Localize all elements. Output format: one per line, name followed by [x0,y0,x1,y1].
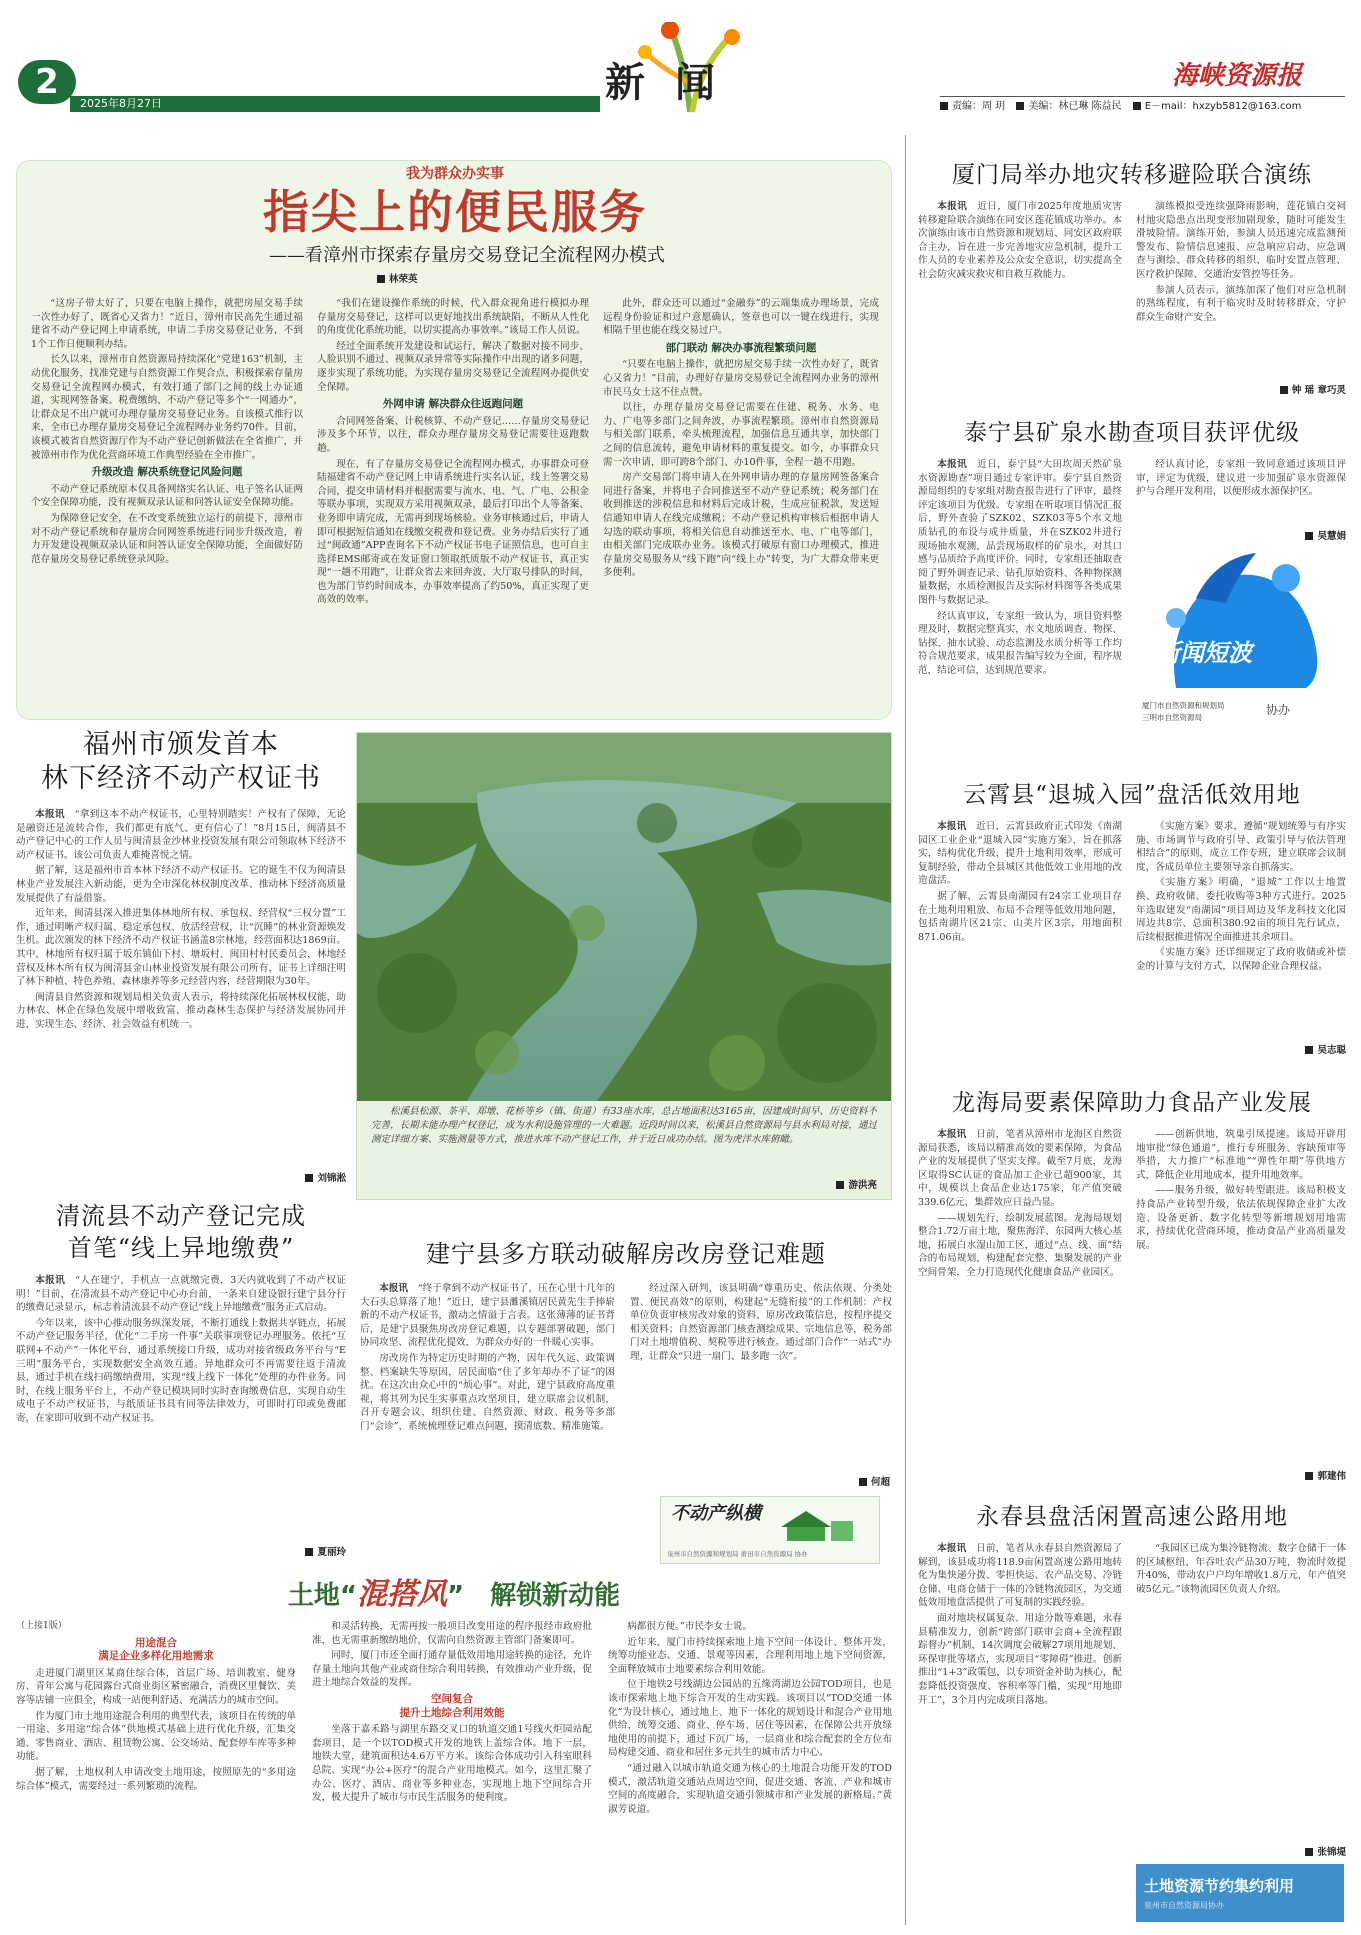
paragraph: 走进厦门湖里区某商住综合体，首层广场、培训教室、健身房、青年公寓与花园露台式商业街区紧密融合，消费区里餐饮、美容等店铺一应俱全，构成一站便利舒适、充满活力的城市空间。 [16,1667,296,1706]
jianning-col1 [360,1282,615,1562]
paragraph: 日前，笔者从永春县自然资源局了解到，该县成功将118.9亩闲置高速公路用地转化为集快递分拨、零担快运、农产品交易、冷链仓储、电商仓储于一体的冷链物流园区，为交通低效用地盘活提供了可复制的实践经验。 [918,1543,1122,1609]
paragraph: 位于地铁2号线湖边公园站的五缘湾湖边公园TOD项目，也是该市探索地上地下综合开发的生动实践。该项目以“TOD交通一体化”为设计核心，通过地上、地下一体化的规划设计和混合产业用地供给，统筹交通、商业、停车场、居住等因素，在保障公共开放绿地使用的前提下，通过下沉广场，一层商业和综合配套的全方位布局构建交通、商业和居住多元共生的城市活力中心。 [608,1679,892,1759]
paragraph: 病都很方便。”市民李女士说。 [627,1621,753,1632]
land-col3 [608,1620,892,1926]
header-rule [940,96,1345,97]
qingliu-title-1: 清流县不动产登记完成 [56,1202,306,1230]
sprout-icon [1136,548,1346,698]
qingliu-author [16,1544,346,1558]
paragraph: 面对地块权属复杂、用途分散等难题，永春县精准发力，创新“跨部门联审会商+全流程跟踪督办”机制，14次调度会破解27项用地规划、环保审批等堵点，实现项目“零障碍”推进。创新推出“1+3”政策包，以专项资金补助为核心，配套降低投资强度、容积率等门槛，实现“用地即开工”，3个月内完成项目落地。 [918,1612,1122,1706]
land-title [16,1578,892,1613]
yunxiao-title: 云霄县“退城入园”盘活低效用地 [963,782,1301,808]
dateline: 本报讯 [35,1275,66,1286]
yongchun-article [918,1502,1346,1927]
fuzhou-author-name: 刘锦淞 [317,1173,346,1184]
photo-block [356,732,892,1200]
header [0,0,1361,128]
bullet-icon [836,1181,844,1189]
xiamen-title: 厦门局举办地灾转移避险联合演练 [952,162,1312,188]
bullet-icon [940,102,948,110]
paragraph: 以往，办理存量房交易登记需要在住建、税务、水务、电力、广电等多部门之间奔波，办事流程繁琐。漳州市自然资源局与相关部门联系，牵头梳理流程，加强信息互通共享，加快部门之间的信息流转，避免申请材料的重复提交。如今，办事群众只需一次申请，即可跨8个部门、办10件事，全程一趟不用跑。 [603,402,879,468]
qingliu-article [16,1200,346,1560]
bullet-icon [1305,1848,1313,1856]
longhai-col1 [918,1128,1122,1482]
jianning-author [780,1474,890,1488]
subheading: 用途混合 [135,1636,177,1649]
fuzhou-body [16,808,346,1170]
yunxiao-col1 [918,820,1122,1056]
jianning-author-name: 何超 [870,1477,890,1488]
bullet-icon [377,275,385,283]
dateline: 本报讯 [937,201,968,212]
paragraph: 不动产登记系统原本仅具备网络实名认证、电子签名认证两个安全保障功能，没有视频双录认证和问答认证安全保障功能。 [31,483,303,509]
bullet-icon [305,1174,313,1182]
taining-author-name: 吴慧娟 [1317,531,1346,542]
paragraph: “我们在建设操作系统的时候，代入群众视角进行模拟办理存量房交易登记，这样可以更好地找出系统缺陷，不断从人性化的角度优化系统功能，以切实提高办事效率。”该局工作人员说。 [317,298,589,337]
paragraph: 《实施方案》还详细规定了政府收储或补偿金的计算与支付方式，以保障企业合理权益。 [1136,947,1346,972]
paragraph: 近年来，闽清县深入推进集体林地所有权、承包权、经营权“三权分置”工作，通过明晰产权归属、稳定承包权、放活经营权，让“沉睡”的林业资源焕发生机。此次颁发的林下经济不动产权证书涵盖8宗林地，经营面积达1869亩。其中，林地所有权归属于坂东镇仙下村、塘坂村、闽田村村民委员会，林地经营权及林木所有权为闽清县金山林业投资发展有限公司所有，证书上详细注明了林下种植、特色养殖、森林康养等多元经营内容，经营期限为30年。 [16,908,346,988]
paragraph: 近日，云霄县政府正式印发《南湖园区工业企业“退城入园”实施方案》，旨在抓落实，结构优化升级，提升土地利用效率，形成可复制经验，带动全县城区其他低效工业用地的改造盘活。 [918,821,1122,887]
yongchun-author [1236,1844,1346,1858]
jianning-col2 [630,1282,892,1472]
lead-author [377,271,477,285]
dateline: 本报讯 [937,1129,967,1140]
bullet-icon [859,1478,867,1486]
jianning-title: 建宁县多方联动破解房改房登记难题 [426,1240,826,1268]
qingliu-author-name: 夏丽玲 [317,1547,346,1558]
bullet-icon [1305,1472,1313,1480]
paragraph: 据了解，这是福州市首本林下经济不动产权证书。它的诞生不仅为闽清县林业产业发展注入新动能，更为全市深化林权制度改革、推动林下经济高质量发展提供了有益借鉴。 [16,865,346,904]
paragraph: 房改房作为特定历史时期的产物，因年代久远、政策调整、档案缺失等原因，居民面临“住了多年却办不了证”的困扰。在这次由众心中的“烦心事”。对此，建宁县政府高度重视，将其列为民生实事重点攻坚项目，建立联席会议机制，召开专题会议，组织住建、自然资源、财政、税务等多部门“会诊”，系统梳理登记难点问题，摸清底数、精准施策。 [360,1352,615,1432]
paragraph: 经认真审议，专家组一致认为，项目资料整理及时，数据完整真实，水文地质调查、物探、钻探、抽水试验、动态监测及水质分析等工作均符合规范要求，成果报告编写较为全面，程序规范，结论可信，达到规范要求。 [918,610,1122,676]
section-title: 新闻 [605,59,745,106]
yongchun-title: 永春县盘活闲置高速公路用地 [976,1504,1288,1530]
paragraph: 经过全面系统开发建设和试运行，解决了数据对接不同步、人脸识别不通过、视频双录异常等实际操作中出现的诸多问题，逐步实现了系统功能，为实现存量房交易登记全流程网办提供安全保障。 [317,340,589,393]
paragraph: 现在，有了存量房交易登记全流程网办模式，办事群众可登陆福建省不动产登记网上申请系统进行实名认证，线上签署交易合同，提交申请材料并根据需要与流水、电、气、广电、公积金等联办事项，实现双方采用视频双录，最后打印出个人等备案、业务即申请完成，无需再到现场核验。业务审核通过后，申请人即可根据短信通知在线缴交税费和登记费。业务办结后实行了通过“闽政通”APP查询名下不动产权证书电子证照信息，也可自主选择EMS邮寄或在发证窗口领取纸质版不动产权证书，真正实现“一趟不用跑”，让群众省去来回奔波、大厅取号排队的时间，也为部门节约时间成本，办事效率提高了约50%，真正实现了更高效的效率。 [317,458,589,606]
paragraph: 闽清县自然资源和规划局相关负责人表示，将持续深化拓展林权权能，助力林农、林企在绿色发展中增收致富，推动森林生态保护与经济发展协同并进，实现生态、经济、社会效益有机统一。 [16,991,346,1030]
subheading: 升级改造 解决系统登记风险问题 [91,466,243,479]
caption-text: 松溪县松源、茶平、郑墩、花桥等乡（镇、街道）有33座水库，总占地面积达3165亩，因建成时间早、历史资料不完善，长期未能办理产权登记，成为水利设施管理的一大难题。近段时间以来，松溪县自然资源局与县水利局对接，通过测定详细方案、实施测量等方式，推进水库不动产登记工作，并于近日成功办结。图为虎洋水库俯瞰。 [371,1106,877,1145]
house-icon [771,1505,861,1545]
page-number-badge: 2 [18,60,76,104]
yongchun-col1 [918,1542,1122,1926]
property-logo-block [660,1496,880,1564]
paragraph: 长久以来，漳州市自然资源局持续深化“党建163”机制，主动优化服务，找准党建与自然资源工作契合点，积极探索存量房交易登记全流程网办模式，有效打通了部门之间的线上办证通道，实现网签备案、税费缴纳、不动产登记等多个“一网通办”，让群众足不出户就可办理存量房交易登记业务。自该模式推行以来，全市已办理存量房交易登记全流程网办业务约70件。目前，该模式被省自然资源厅作为不动产登记创新做法在全省推广，并被漳州市作为优化营商环境工作典型经验在全市推广。 [31,354,303,461]
xiamen-author [1178,382,1346,396]
ad-org-1: 厦门市自然资源和规划局 [1142,701,1225,710]
paragraph: 作为厦门市土地用途混合利用的典型代表，该项目在传统的单一用途、多用途“综合体”供地模式基础上进行优化升级，汇集交通、零售商业、酒店、租赁物公寓、公交场站、配套停车库等多种功能。 [16,1710,296,1763]
land-title-part: 土地“ [287,1581,357,1611]
xiamen-article [918,160,1346,410]
paragraph: 为保障登记安全，在不改变系统独立运行的前提下，漳州市对不动产登记系统和存量房合同网签系统进行同步升级改造，着力开发建设视频双录认证和问答认证安全保障功能，全面做好防范存量房交易登记系统登录风险。 [31,512,303,565]
lead-article [16,160,892,720]
paragraph: 同时，厦门市还全面打通存量低效用地用途转换的途径，允许存量土地向其他产业或商住综合利用转换，有效推动产业升级，促进土地综合效益的发挥。 [312,1650,592,1689]
fuzhou-title-2: 林下经济不动产权证书 [41,763,321,794]
paragraph: “我园区已成为集冷链物流、数字仓储于一体的区域枢纽，年吞吐农产品30万吨，物流时效提升40%，带动农户户均年增收1.8万元，年产值突破5亿元。”该物流园区负责人介绍。 [1136,1543,1346,1595]
lead-subtitle: ——看漳州市探索存量房交易登记全流程网办模式 [269,245,665,266]
staff-line [940,100,1345,114]
paragraph: 和灵活转换，无需再按一般项目改变用途的程序报经市政府批准，也无需重新缴纳地价，仅需向自然资源主管部门备案即可。 [312,1621,592,1646]
bullet-icon [1305,532,1313,540]
qingliu-body [16,1274,346,1544]
subheading: 空间复合 [431,1692,473,1705]
dateline: 本报讯 [937,459,968,470]
yunxiao-col2 [1136,820,1346,1040]
bullet-icon [1016,102,1024,110]
dateline: 本报讯 [937,821,967,832]
lead-col1 [31,297,303,709]
longhai-col2 [1136,1128,1346,1464]
land-col2 [312,1620,592,1926]
yunxiao-author-name: 吴志聪 [1317,1045,1346,1056]
taining-author [1236,528,1346,542]
continued-note: （上接1版） [16,1621,67,1631]
paragraph: 近日，泰宁县“大田坎周天然矿泉水资源勘查”项目通过专家评审。泰宁县自然资源局组织的专家组对勘查报告进行了评审，最终评定该项目为优级。专家组在听取项目情况汇报后，野外查验了SZK02、SZK03等5个水文地质钻孔的布设与成井质量，并在SZK02井进行现场抽水观测，品尝现场取样的矿泉水，对其口感与品质给予高度评价。同时，专家组还抽取查阅了野外调查记录、钻孔原始资料、各种物探测量数据，水质检测报告及实际材料图等各类成果图件与数据记录。 [918,459,1122,606]
ad-tag: 协办 [1266,703,1291,717]
photo-author [757,1177,877,1191]
subheading: 提升土地综合利用效能 [399,1706,505,1719]
paragraph: 经过深入研判，该县明确“尊重历史、依法依规、分类处置、便民高效”的原则，构建起“无缝衔接”的工作机制：产权单位负责审核房改对象的资料、原房改政策信息，按程序提交相关资料；自然资源部门核查测绘成果、宗地信息等，税务部门对土地增值税、契税等进行核查。通过部门合作“一站式”办理，让群众“只进一扇门、最多跑一次”。 [630,1283,892,1362]
paragraph: ——创新供地，筑巢引凤提速。该局开辟用地审批“绿色通道”，推行专班服务、容缺预审等举措，大力推广“标准地”“弹性年期”等供地方式，降低企业用地成本，提升用地效率。 [1136,1129,1346,1181]
paragraph: 演练模拟受连续强降雨影响，莲花镇白交祠村地灾隐患点出现变形加剧现象，随时可能发生滑坡险情。演练开始，参演人员迅速完成监测预警发布、险情信息速报、应急响应启动、应急调查与测绘、群众转移的组织、临时安置点管理、医疗救护保障、交通治安管控等任务。 [1136,201,1346,280]
logo-org: 泉州市自然资源和规划局 莆田市自然资源局 协办 [667,1550,808,1558]
paragraph: 近日，厦门市2025年度地质灾害转移避险联合演练在同安区莲花镇成功举办。本次演练由该市自然资源和规划局、同安区政府联合主办，旨在进一步完善地灾应急机制，提升工作人员的专业素养及公众安全意识，切实提高全社会防灾减灾救灾和自救互救能力。 [918,201,1122,280]
lead-author-name: 林荣英 [389,274,418,285]
land-title-part: ” 解锁新动能 [447,1581,621,1611]
longhai-author [1236,1468,1346,1482]
yongchun-author-name: 张锦堤 [1317,1847,1346,1858]
longhai-title: 龙海局要素保障助力食品产业发展 [952,1090,1312,1116]
fuzhou-title-1: 福州市颁发首本 [83,729,279,760]
bullet-icon [1305,1046,1313,1054]
bullet-icon [1133,102,1141,110]
lead-kicker: 我为群众办实事 [406,166,504,182]
lead-col3 [603,297,879,709]
paragraph: 近年来，厦门市持续探索地上地下空间一体设计、整体开发，统筹功能业态、交通、景观等因素，合理利用地上地下空间资源，全面释放城市土地要素综合利用效能。 [608,1636,892,1675]
paragraph: “通过融入以城市轨道交通为核心的土地混合功能开发的TOD模式，激活轨道交通站点周边空间，促进交通、客流、产业和城市空间的高度融合，实现轨道交通引领城市和产业发展的新格局。”黄淑芳说道。 [608,1762,892,1815]
paragraph: “这房子带太好了，只要在电脑上操作，就把房屋交易手续一次性办好了，既省心又省力！”近日，漳州市民高先生通过福建省不动产登记网上申请系统，申请二手房交易登记业务，不到1个工作日便顺利办结。 [31,298,303,350]
dateline: 本报讯 [379,1283,409,1294]
xiamen-col2 [1136,200,1346,378]
photo-author-name: 游洪亮 [848,1180,877,1191]
paragraph: 房产交易部门将申请人在外网申请办理的存量房网签备案合同进行备案，并将电子合同推送至不动产登记系统；税务部门在收到推送的涉税信息和材料后完成计税，生成应征税款，发送短信通知申请人在线完成缴税；不动产登记机构审核后根据申请人勾选的联动事项，将相关信息自动推送至水、电、广电等部门，由相关部门完成联办业务。该模式打破原有窗口办理模式，推进存量房交易服务从“线下跑”向“线上办”转变，为广大群众带来更多便利。 [603,472,879,579]
paragraph: “人在建宁，手机点一点就缴完费，3天内就收到了不动产权证明！”目前，在清流县不动产登记中心办台前，一条来自建设银行建宁县分行的缴费记录显示，标志着清流县不动产登记“线上异地缴费”服务正式启动。 [16,1275,346,1314]
editor: 责编：周 玥 [952,101,1006,112]
small-ad-text: 土地资源节约集约利用 [1144,1877,1295,1895]
small-ad [1136,1864,1344,1922]
issue-date: 2025年8月27日 [80,97,162,110]
paragraph: “拿到这本不动产权证书，心里特别踏实！产权有了保障，无论是融资还是流转合作，我们都更有底气、更有信心了！”8月15日，闽清县不动产登记中心的工作人员与闽清县金沙林业投资发展有限公司领取林下经济不动产权证书。该公司负责人难掩喜悦之情。 [16,809,346,861]
yongchun-col2 [1136,1542,1346,1840]
reservoir-aerial-photo [357,733,891,1101]
yunxiao-author [1236,1042,1346,1056]
paragraph: 经认真讨论，专家组一致同意通过该项目评审，评定为优级，建议进一步加强矿泉水资源保护与合理开发利用，以便形成水源保护区。 [1136,459,1346,498]
ad-title: 新闻短波 [1156,639,1252,667]
designer: 美编：林已琳 陈益民 [1028,101,1122,112]
paragraph: ——服务升级，做好转型跟进。该局积极支持食品产业转型升级，依法依规保障企业扩大改造、设备更新、数字化转型等新增规划用地需求，持续优化营商环境，推动食品产业高质量发展。 [1136,1185,1346,1251]
small-ad-org: 泉州市自然资源局协办 [1144,1901,1224,1910]
subheading: 部门联动 解决办事流程繁琐问题 [665,341,817,354]
logo-title: 不动产纵横 [671,1503,761,1524]
fuzhou-author [16,1170,346,1184]
news-brief-ad [1136,548,1346,768]
paragraph: 据了解，云霄县南湖园有24宗工业项目存在土地利用粗放、布局不合理等低效用地问题，包括南湖片区21宗、山美片区3宗，用地面积871.06亩。 [918,890,1122,943]
photo-caption [371,1105,877,1175]
jianning-article [360,1238,892,1568]
land-title-highlight: 混搭风 [357,1577,447,1612]
paragraph: 坐落于嘉禾路与湖里东路交叉口的轨道交通1号线火炬园站配套项目，是一个以TOD模式开发的地铁上盖综合体。地下一层，地铁大堂，建筑面积达4.6万平方米。该综合体成功引入科室眼科总院、实现“办公+医疗”的混合产业用地模式。如今，这里汇聚了办公、医疗、酒店、商业等多种业态，实现地上地下空间综合开发，极大提升了城市与市民生活服务的便利度。 [312,1724,592,1804]
paragraph: 据了解，土地权利人申请改变土地用途，按照原先的“多用途综合体”模式，需要经过一系列繁琐的流程。 [16,1766,296,1792]
subheading: 外网申请 解决群众往返跑问题 [382,398,524,411]
paragraph: 日前，笔者从漳州市龙海区自然资源局获悉，该局以精准高效的要素保障，为食品产业的发展提供了坚实支撑。截至7月底，龙海区取得SC认证的食品加工企业已超900家，其中，规模以上食品企业达175家，年产值突破339.6亿元，集群效应日益凸显。 [918,1129,1122,1208]
paragraph: 今年以来，该中心推动服务纵深发展，不断打通线上数据共享链点，拓展不动产登记服务半径，优化“二手房一件事”关联事项登记办理服务。依托“互联网+不动产”一体化平台，通过系统接口升级，成功对接省级政务平台与“E三明”服务平台，实现数据安全高效互通。异地群众可不再需要往返于清流县，通过手机在线扫码缴纳费用，实现“线上线下一体化”处理的办件业务。同时，在线上服务平台上，不动产登记模块同时实时查询缴费信息，实现自动生成电子不动产权证书，与纸质证书具有同等法律效力，可即时打印或免费邮寄，在家即可收到不动产权证书。 [16,1317,346,1424]
dateline: 本报讯 [35,809,65,820]
lead-col2 [317,297,589,709]
longhai-author-name: 郭建伟 [1317,1471,1346,1482]
paragraph: 合同网签备案、计税核算、不动产登记……存量房交易登记涉及多个环节，以往，群众办理存量房交易登记需要往返跑数趟。 [317,415,589,454]
paper-logo: 海峡资源报 [1172,61,1303,91]
column-divider [905,135,906,1925]
paragraph: 《实施方案》明确，“退城”工作以土地置换、政府收储、委托收购等3种方式进行。2025年选取建发“南湖园”项目周边及华龙科技文化园周边共8宗、总面积380.92亩的项目先行试点，后续根据推进情况全面推进其余项目。 [1136,877,1346,943]
paragraph: 此外，群众还可以通过“金融券”的云端集成办理场景，完成远程身份验证和过户意愿确认，签章也可以一键在线进行，实现相隔千里也能在线交易过户。 [603,298,879,337]
qingliu-title-2: 首笔“线上异地缴费” [67,1234,295,1262]
subheading: 满足企业多样化用地需求 [98,1650,214,1663]
taining-col1 [918,458,1122,762]
yunxiao-article [918,780,1346,1070]
email: E－mail：hxzyb5812@163.com [1144,101,1302,112]
lead-title: 指尖上的便民服务 [263,185,647,239]
paragraph: 《实施方案》要求，遵循“规划统筹与有序实施、市场调节与政府引导、政策引导与依法管理相结合”的原则，成立工作专班，建立联席会议制度，各成员单位主要领导亲自抓落实。 [1136,821,1346,873]
xiamen-author-name: 钟 瑶 章巧灵 [1291,385,1346,396]
dateline: 本报讯 [937,1543,967,1554]
taining-title: 泰宁县矿泉水勘查项目获评优级 [964,420,1300,446]
paragraph: “只要在电脑上操作，就把房屋交易手续一次性办好了，既省心又省力！”目前，办理好存量房交易登记全流程网办业务的漳州市民马女士这不住点赞。 [603,359,879,398]
taining-article [918,418,1346,768]
bullet-icon [1280,386,1288,394]
paragraph: ——规划先行，绘制发展蓝图。龙海局规划整合1.72万亩土地，聚焦海洋、东园两大核心基地，拓展白水湿山加工区，通过“点、线、面”结合的布局规划，构建配套完整、集聚发展的产业空间骨架，全力打造现代化健康食品产业园区。 [918,1212,1122,1278]
fuzhou-article [16,728,346,1188]
longhai-article [918,1088,1346,1488]
xiamen-col1 [918,200,1122,390]
land-article [16,1578,892,1928]
paragraph: 参演人员表示，演练加深了他们对应急机制的熟练程度，有利于临灾时及时转移群众，守护群众生命财产安全。 [1136,284,1346,323]
land-col1 [16,1620,296,1926]
taining-col2 [1136,458,1346,522]
paragraph: “终于拿到不动产权证书了，压在心里十几年的大石头总算落了地！”近日，建宁县濉溪镇居民黄先生手捧崭新的不动产权证书，激动之情溢于言表。这张薄薄的证书背后，是建宁县聚焦房改房登记难题，以专题部署破题，部门协同攻坚、流程优化提效，为群众办好的一件暖心实事。 [360,1283,615,1349]
bullet-icon [305,1548,313,1556]
ad-org-2: 三明市自然资源局 [1142,713,1202,722]
